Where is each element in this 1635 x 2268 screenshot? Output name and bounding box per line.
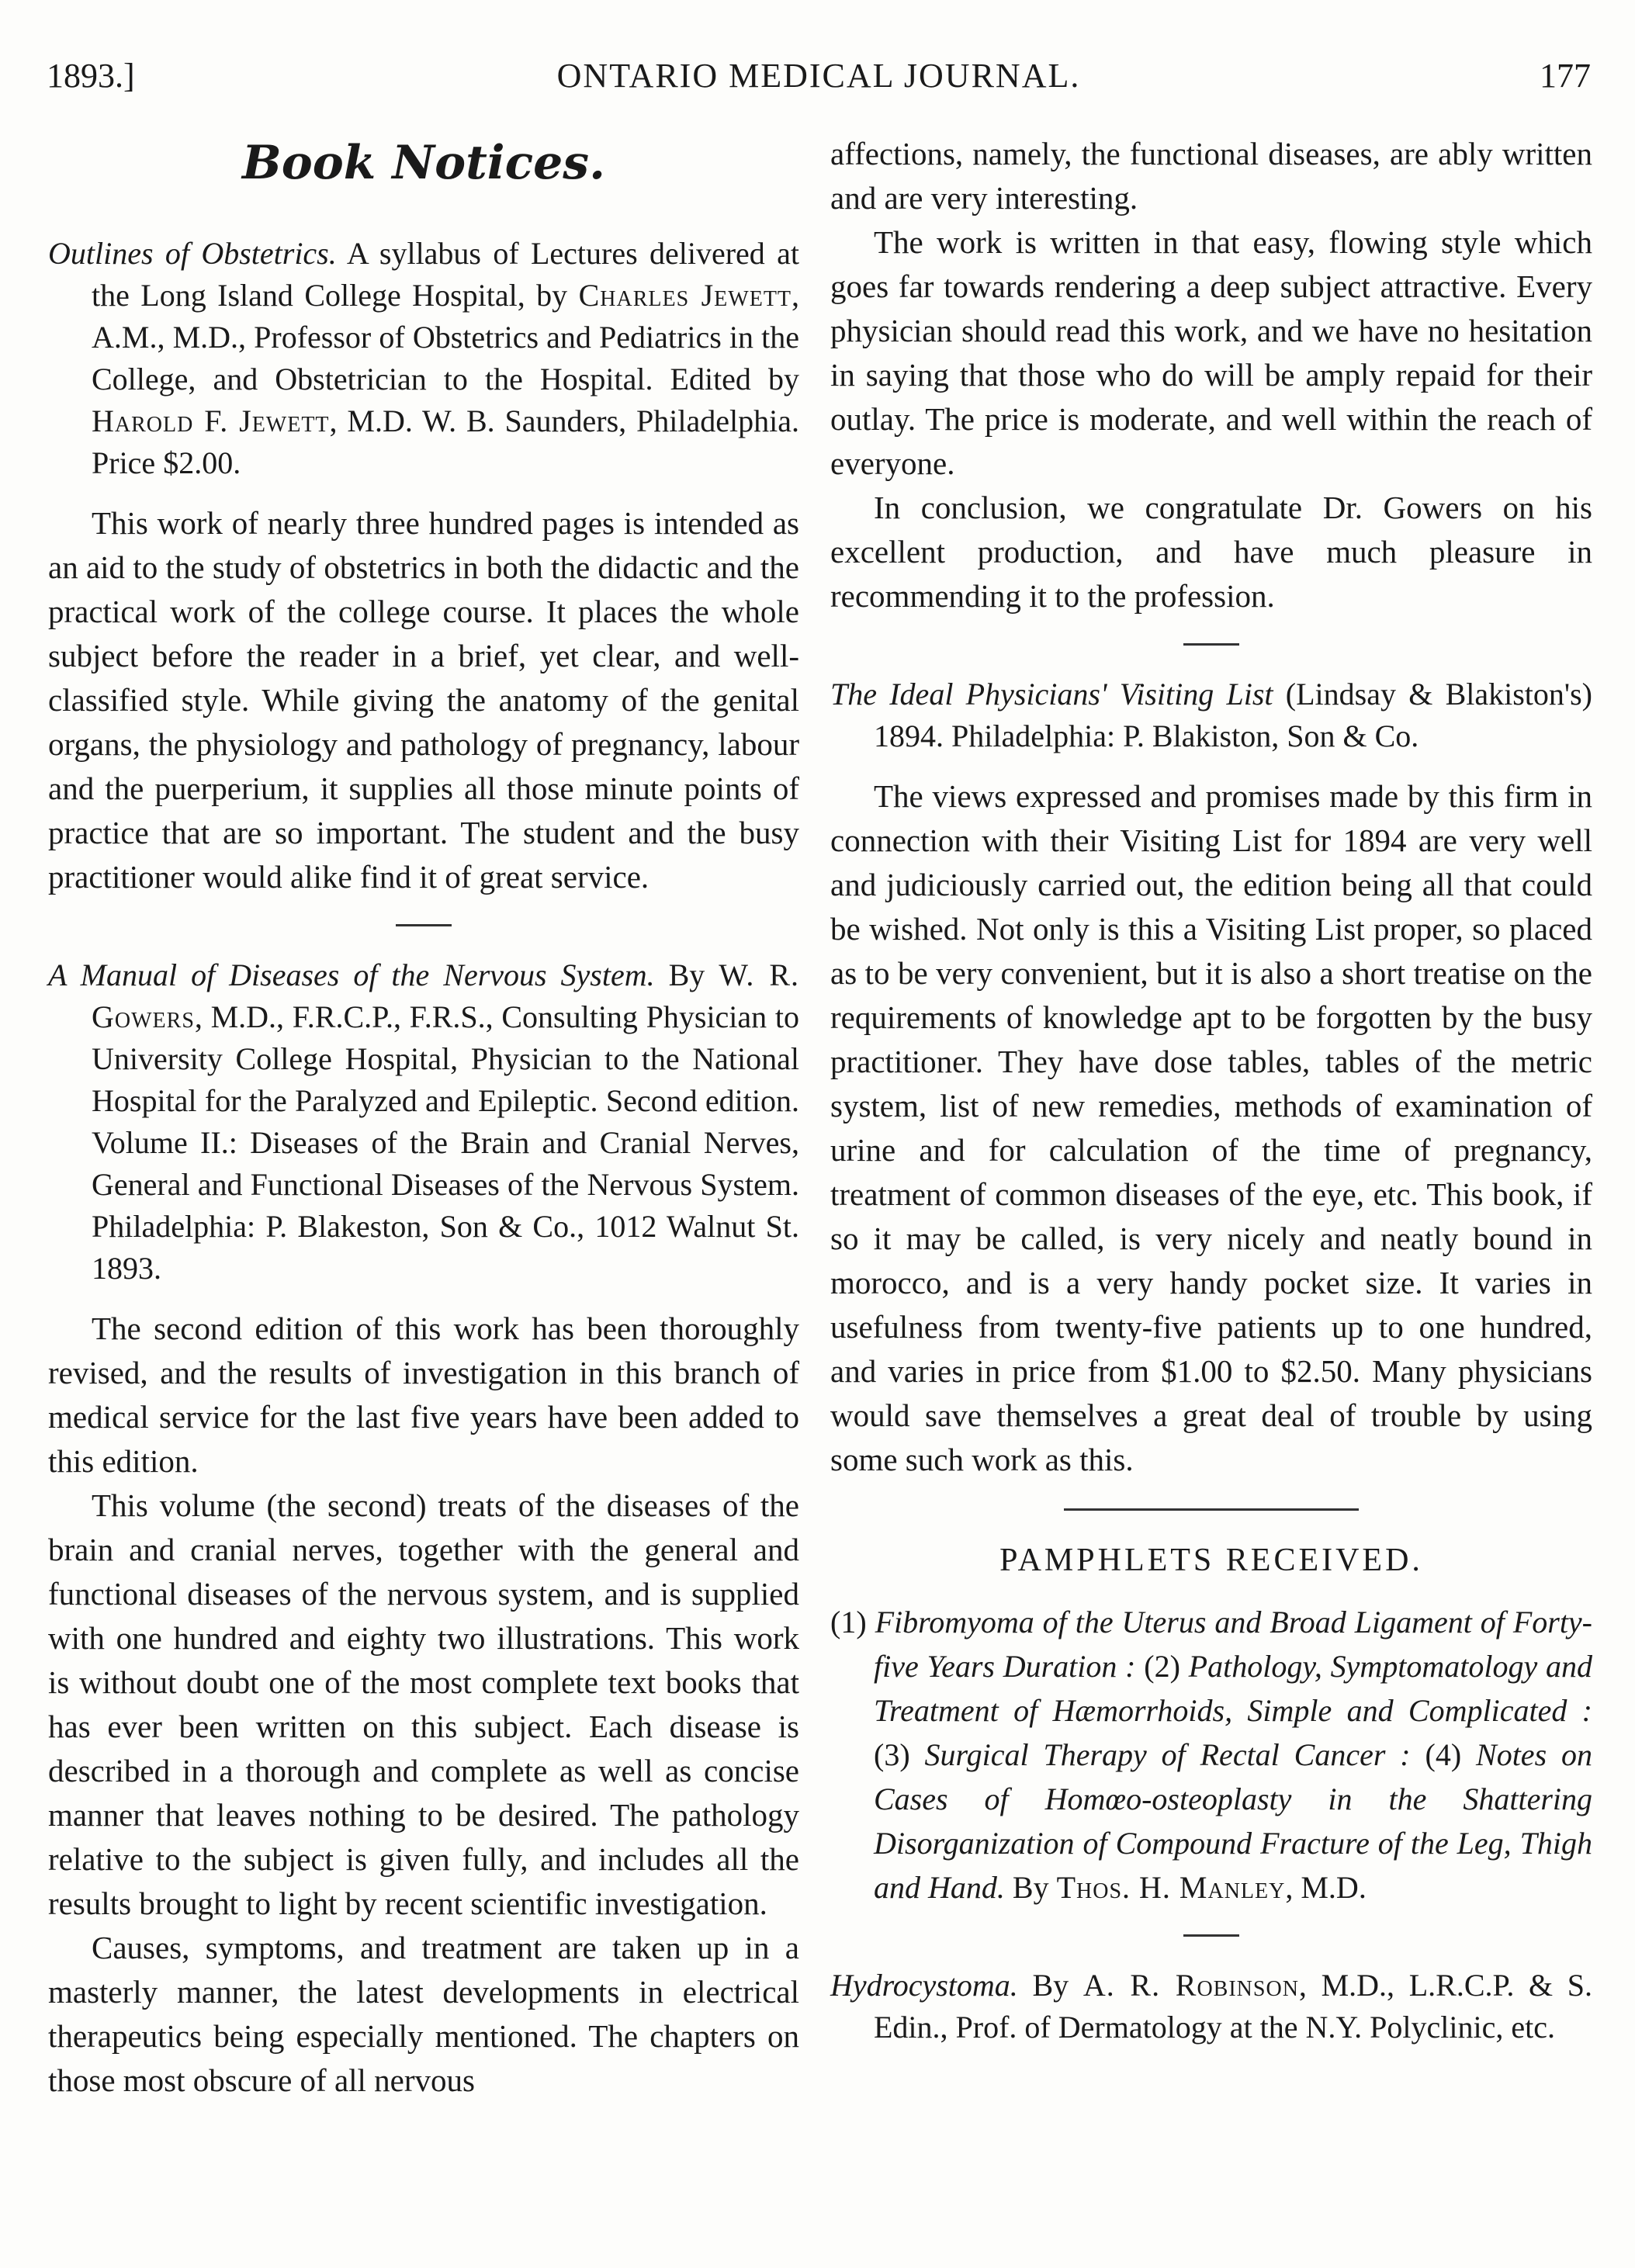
pamphlet-title: Notes on Cases of Homœo-osteoplasty in the Shattering Disorganization of Compound Fracture of the Leg, Thigh and Hand. (874, 1737, 1593, 1905)
review-heading-visiting-list (830, 673, 1592, 757)
divider (1183, 643, 1239, 646)
citation-text: , M.D., F.R.C.P., F.R.S., Consulting Physician to University College Hospital, Physician to the National Hospital for the Paralyzed and Epileptic. Second edition. Volume II.: Diseases of the Brain and Cranial Nerves, General and Functional Diseases of the Nervous System. Philadelphia: P. Blakeston, Son & Co., 1012 Walnut St. 1893. (92, 999, 799, 1286)
pamphlet-number: (1) (830, 1605, 867, 1640)
book-title: The Ideal Physicians' Visiting List (830, 677, 1273, 712)
section-title: Book Notices. (242, 136, 605, 190)
pamphlets-heading: PAMPHLETS RECEIVED. (999, 1543, 1423, 1578)
pamphlet-number: (4) (1425, 1737, 1462, 1772)
header-year: 1893.] (47, 57, 135, 95)
citation-text: , M.D. (1285, 1870, 1367, 1905)
header-page-number: 177 (1540, 57, 1591, 95)
divider (1183, 1934, 1239, 1937)
citation-text: , M.D., L.R.C.P. & S. Edin., Prof. of Dermatology at the N.Y. Polyclinic, etc. (874, 1968, 1593, 2045)
review-paragraph: Causes, symptoms, and treatment are taken up in a masterly manner, the latest developments in electrical therapeutics being especially mentioned. The chapters on those most obscure of all nervous (48, 1930, 799, 2098)
citation-text: , A.M., M.D., Professor of Obstetrics and Pediatrics in the College, and Obstetrician to the Hospital. Edited by (92, 278, 800, 396)
pamphlet-number: (2) (1144, 1649, 1180, 1684)
divider (1064, 1508, 1359, 1511)
citation-text: By (668, 957, 705, 992)
book-title: A Manual of Diseases of the Nervous System. (48, 957, 655, 992)
author-name: W. R. Gowers (92, 957, 800, 1034)
citation-text: By (1032, 1968, 1069, 2003)
author-name: A. R. Robinson (1082, 1968, 1299, 2003)
review-heading-hydrocystoma (830, 1965, 1592, 2048)
divider (396, 924, 452, 926)
review-paragraph: The work is written in that easy, flowing style which goes far towards rendering a deep subject attractive. Every physician should read this work, and we have no hesitation in saying that those who do will be amply repaid for their outlay. The price is moderate, and well within the reach of everyone. (830, 224, 1592, 481)
header-journal-title: ONTARIO MEDICAL JOURNAL. (556, 57, 1081, 95)
review-paragraph: The second edition of this work has been thoroughly revised, and the results of investigation in this branch of medical service for the last five years have been added to this edition. (48, 1311, 799, 1479)
citation-text: By (1012, 1870, 1049, 1905)
citation-text: , M.D. W. B. Saunders, Philadelphia. Price $2.00. (92, 403, 799, 480)
review-paragraph: The views expressed and promises made by this firm in connection with their Visiting List for 1894 are very well and judiciously carried out, the edition being all that could be wished. Not only is this a Visiting List proper, so placed as to be very convenient, but it is also a short treatise on the requirements of knowledge apt to be forgotten by the busy practitioner. They have dose tables, tables of the metric system, list of new remedies, methods of examination of urine and for calculation of the time of pregnancy, treatment of common diseases of the eye, etc. This book, if so it may be called, is very nicely and neatly bound in morocco, and is a very handy pocket size. It varies in usefulness from twenty-five patients up to one hundred, and varies in price from $1.00 to $2.50. Many physicians would save themselves a great deal of trouble by using some such work as this. (830, 778, 1592, 1477)
pamphlet-title: Pathology, Symptomatology and Treatment of Hæmorrhoids, Simple and Complicated : (874, 1649, 1593, 1728)
review-paragraph: In conclusion, we congratulate Dr. Gowers on his excellent production, and have much pleasure in recommending it to the profession. (830, 490, 1592, 614)
citation-text: A syllabus of Lectures delivered at the Long Island College Hospital, by (92, 236, 799, 313)
author-name: Thos. H. Manley (1056, 1870, 1286, 1905)
review-heading-nervous-system (48, 954, 799, 1290)
citation-text: (Lindsay & Blakiston's) 1894. Philadelphia: P. Blakiston, Son & Co. (874, 677, 1592, 753)
author-name: Charles Jewett (578, 278, 792, 313)
book-title: Hydrocystoma. (830, 1968, 1018, 2003)
pamphlet-list (830, 1600, 1592, 1910)
right-column (830, 132, 1592, 2065)
pamphlet-title: Surgical Therapy of Rectal Cancer : (924, 1737, 1411, 1772)
book-title: Outlines of Obstetrics. (48, 236, 337, 271)
pamphlet-number: (3) (874, 1737, 910, 1772)
running-header (47, 56, 1591, 110)
left-column (48, 132, 799, 2103)
pamphlet-title: Fibromyoma of the Uterus and Broad Ligament of Forty-five Years Duration : (874, 1605, 1593, 1684)
review-paragraph: This volume (the second) treats of the diseases of the brain and cranial nerves, together with the general and functional diseases of the nervous system, and is supplied with one hundred and eighty two illustrations. This work is without doubt one of the most complete text books that has ever been written on this subject. Each disease is described in a thorough and complete as well as concise manner that leaves nothing to be desired. The pathology relative to the subject is given fully, and includes all the results brought to light by recent scientific investigation. (48, 1487, 799, 1921)
review-paragraph: affections, namely, the functional diseases, are ably written and are very interesting. (830, 136, 1592, 216)
review-paragraph: This work of nearly three hundred pages is intended as an aid to the study of obstetrics in both the didactic and the practical work of the college course. It places the whole subject before the reader in a brief, yet clear, and well-classified style. While giving the anatomy of the genital organs, the physiology and pathology of pregnancy, labour and the puerperium, it supplies all those minute points of practice that are so important. The student and the busy practitioner would alike find it of great service. (48, 505, 799, 895)
review-heading-obstetrics (48, 233, 799, 484)
editor-name: Harold F. Jewett (92, 403, 330, 438)
